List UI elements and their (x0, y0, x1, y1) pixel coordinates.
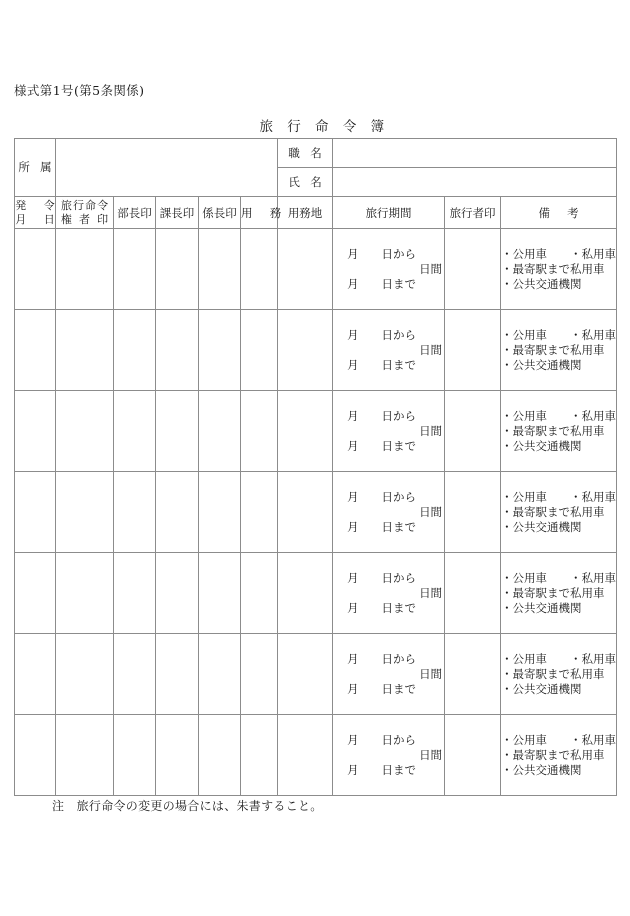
issue-date-cell[interactable] (15, 715, 56, 796)
column-header-travel-period: 旅行期間 (333, 197, 445, 229)
travel-period-cell[interactable] (333, 634, 445, 715)
commander-seal-line1: 旅行命令 (60, 198, 109, 212)
remark-line-transport-vehicle: ・公用車 ・私用車 (501, 246, 617, 261)
period-from-line: 月 日から (347, 327, 417, 342)
bucho-seal-cell[interactable] (114, 553, 156, 634)
bucho-seal-cell[interactable] (114, 391, 156, 472)
footer-note: 注 旅行命令の変更の場合には、朱書すること。 (52, 799, 323, 813)
header-row-position (15, 139, 617, 168)
table-row (15, 553, 617, 634)
period-from-line: 月 日から (347, 246, 417, 261)
period-from-line: 月 日から (347, 732, 417, 747)
kakaricho-seal-cell[interactable] (199, 553, 241, 634)
duty-cell[interactable] (241, 634, 278, 715)
table-body (15, 139, 617, 796)
position-value-cell[interactable] (333, 139, 617, 168)
kakaricho-seal-cell[interactable] (199, 634, 241, 715)
remark-line-public-transport: ・公共交通機関 (501, 681, 582, 696)
duty-place-cell[interactable] (278, 310, 333, 391)
travel-period-cell[interactable] (333, 310, 445, 391)
issue-date-cell[interactable] (15, 391, 56, 472)
issue-date-cell[interactable] (15, 634, 56, 715)
duty-place-cell[interactable] (278, 391, 333, 472)
commander-seal-line2: 権者印 (60, 212, 109, 226)
remark-line-public-transport: ・公共交通機関 (501, 519, 582, 534)
period-days-line: 日間 (419, 585, 443, 600)
affiliation-value-cell[interactable] (56, 139, 278, 197)
travel-period-cell[interactable] (333, 472, 445, 553)
period-to-line: 月 日まで (347, 762, 417, 777)
table-row (15, 391, 617, 472)
remark-line-transport-vehicle: ・公用車 ・私用車 (501, 408, 617, 423)
remark-line-public-transport: ・公共交通機関 (501, 438, 582, 453)
remarks-cell[interactable] (501, 391, 617, 472)
period-days-line: 日間 (419, 666, 443, 681)
period-to-line: 月 日まで (347, 681, 417, 696)
remarks-cell[interactable] (501, 553, 617, 634)
period-to-line: 月 日まで (347, 276, 417, 291)
kacho-seal-cell[interactable] (156, 634, 199, 715)
traveler-seal-cell[interactable] (445, 715, 501, 796)
remark-line-private-car-to-station: ・最寄駅まで私用車 (501, 261, 605, 276)
commander-seal-cell[interactable] (56, 553, 114, 634)
issue-date-cell[interactable] (15, 553, 56, 634)
remarks-cell[interactable] (501, 310, 617, 391)
bucho-seal-cell[interactable] (114, 229, 156, 310)
period-to-line: 月 日まで (347, 519, 417, 534)
period-days-line: 日間 (419, 747, 443, 762)
traveler-seal-cell[interactable] (445, 553, 501, 634)
issue-date-line2: 月日 (15, 212, 55, 226)
travel-period-cell[interactable] (333, 715, 445, 796)
commander-seal-cell[interactable] (56, 391, 114, 472)
bucho-seal-cell[interactable] (114, 715, 156, 796)
traveler-seal-cell[interactable] (445, 634, 501, 715)
position-label: 職名 (288, 145, 322, 160)
period-from-line: 月 日から (347, 570, 417, 585)
remark-line-public-transport: ・公共交通機関 (501, 276, 582, 291)
commander-seal-cell[interactable] (56, 634, 114, 715)
bucho-seal-cell[interactable] (114, 310, 156, 391)
kacho-seal-cell[interactable] (156, 553, 199, 634)
duty-cell[interactable] (241, 229, 278, 310)
period-days-line: 日間 (419, 342, 443, 357)
position-label-cell (278, 139, 333, 168)
table-row (15, 229, 617, 310)
duty-place-cell[interactable] (278, 715, 333, 796)
remarks-label: 備考 (538, 205, 579, 220)
table-row (15, 310, 617, 391)
name-label: 氏名 (288, 174, 322, 189)
duty-place-cell[interactable] (278, 634, 333, 715)
kakaricho-seal-cell[interactable] (199, 310, 241, 391)
remark-line-private-car-to-station: ・最寄駅まで私用車 (501, 747, 605, 762)
remark-line-public-transport: ・公共交通機関 (501, 600, 582, 615)
column-header-kacho-seal: 課長印 (156, 197, 199, 229)
remark-line-transport-vehicle: ・公用車 ・私用車 (501, 489, 617, 504)
remark-line-transport-vehicle: ・公用車 ・私用車 (501, 651, 617, 666)
remark-line-transport-vehicle: ・公用車 ・私用車 (501, 732, 617, 747)
remark-line-transport-vehicle: ・公用車 ・私用車 (501, 570, 617, 585)
issue-date-cell[interactable] (15, 229, 56, 310)
traveler-seal-cell[interactable] (445, 391, 501, 472)
period-from-line: 月 日から (347, 408, 417, 423)
duty-place-cell[interactable] (278, 229, 333, 310)
column-header-duty-place: 用務地 (278, 197, 333, 229)
affiliation-label: 所属 (18, 160, 52, 174)
column-header-bucho-seal: 部長印 (114, 197, 156, 229)
issue-date-cell[interactable] (15, 472, 56, 553)
table-row (15, 715, 617, 796)
period-to-line: 月 日まで (347, 438, 417, 453)
period-to-line: 月 日まで (347, 357, 417, 372)
duty-cell[interactable] (241, 391, 278, 472)
traveler-seal-cell[interactable] (445, 472, 501, 553)
commander-seal-cell[interactable] (56, 229, 114, 310)
remarks-cell[interactable] (501, 472, 617, 553)
name-value-cell[interactable] (333, 168, 617, 197)
column-header-traveler-seal: 旅行者印 (445, 197, 501, 229)
period-to-line: 月 日まで (347, 600, 417, 615)
remark-line-private-car-to-station: ・最寄駅まで私用車 (501, 585, 605, 600)
duty-place-cell[interactable] (278, 472, 333, 553)
bucho-seal-cell[interactable] (114, 634, 156, 715)
remarks-cell[interactable] (501, 634, 617, 715)
travel-period-cell[interactable] (333, 391, 445, 472)
period-from-line: 月 日から (347, 489, 417, 504)
traveler-seal-cell[interactable] (445, 229, 501, 310)
period-days-line: 日間 (419, 261, 443, 276)
period-days-line: 日間 (419, 504, 443, 519)
kacho-seal-cell[interactable] (156, 391, 199, 472)
column-header-row (15, 197, 617, 229)
remark-line-public-transport: ・公共交通機関 (501, 357, 582, 372)
kacho-seal-cell[interactable] (156, 715, 199, 796)
duty-label: 用務 (241, 205, 282, 220)
column-header-kakaricho-seal: 係長印 (199, 197, 241, 229)
commander-seal-cell[interactable] (56, 472, 114, 553)
duty-place-cell[interactable] (278, 553, 333, 634)
column-header-issue-date (15, 197, 56, 229)
duty-cell[interactable] (241, 310, 278, 391)
travel-period-cell[interactable] (333, 553, 445, 634)
column-header-commander-seal (56, 197, 114, 229)
duty-cell[interactable] (241, 472, 278, 553)
commander-seal-cell[interactable] (56, 310, 114, 391)
travel-order-table (14, 138, 617, 796)
period-from-line: 月 日から (347, 651, 417, 666)
form-number-label: 様式第1号(第5条関係) (14, 83, 145, 98)
remark-line-private-car-to-station: ・最寄駅まで私用車 (501, 342, 605, 357)
column-header-duty (241, 197, 282, 229)
table-row (15, 634, 617, 715)
kacho-seal-cell[interactable] (156, 472, 199, 553)
remark-line-transport-vehicle: ・公用車 ・私用車 (501, 327, 617, 342)
kacho-seal-cell[interactable] (156, 310, 199, 391)
table-row (15, 472, 617, 553)
issue-date-line1: 発令 (15, 198, 55, 212)
name-label-cell (278, 168, 333, 197)
kakaricho-seal-cell[interactable] (199, 229, 241, 310)
remarks-cell[interactable] (501, 715, 617, 796)
remarks-cell[interactable] (501, 229, 617, 310)
traveler-seal-cell[interactable] (445, 310, 501, 391)
kakaricho-seal-cell[interactable] (199, 391, 241, 472)
bucho-seal-cell[interactable] (114, 472, 156, 553)
duty-cell[interactable] (241, 553, 278, 634)
commander-seal-cell[interactable] (56, 715, 114, 796)
remark-line-private-car-to-station: ・最寄駅まで私用車 (501, 666, 605, 681)
remark-line-private-car-to-station: ・最寄駅まで私用車 (501, 504, 605, 519)
issue-date-cell[interactable] (15, 310, 56, 391)
period-days-line: 日間 (419, 423, 443, 438)
kakaricho-seal-cell[interactable] (199, 472, 241, 553)
duty-cell[interactable] (241, 715, 278, 796)
travel-period-cell[interactable] (333, 229, 445, 310)
kacho-seal-cell[interactable] (156, 229, 199, 310)
affiliation-label-cell (15, 139, 56, 197)
kakaricho-seal-cell[interactable] (199, 715, 241, 796)
remark-line-public-transport: ・公共交通機関 (501, 762, 582, 777)
column-header-remarks (501, 197, 617, 229)
remark-line-private-car-to-station: ・最寄駅まで私用車 (501, 423, 605, 438)
page-title: 旅 行 命 令 簿 (259, 119, 385, 135)
